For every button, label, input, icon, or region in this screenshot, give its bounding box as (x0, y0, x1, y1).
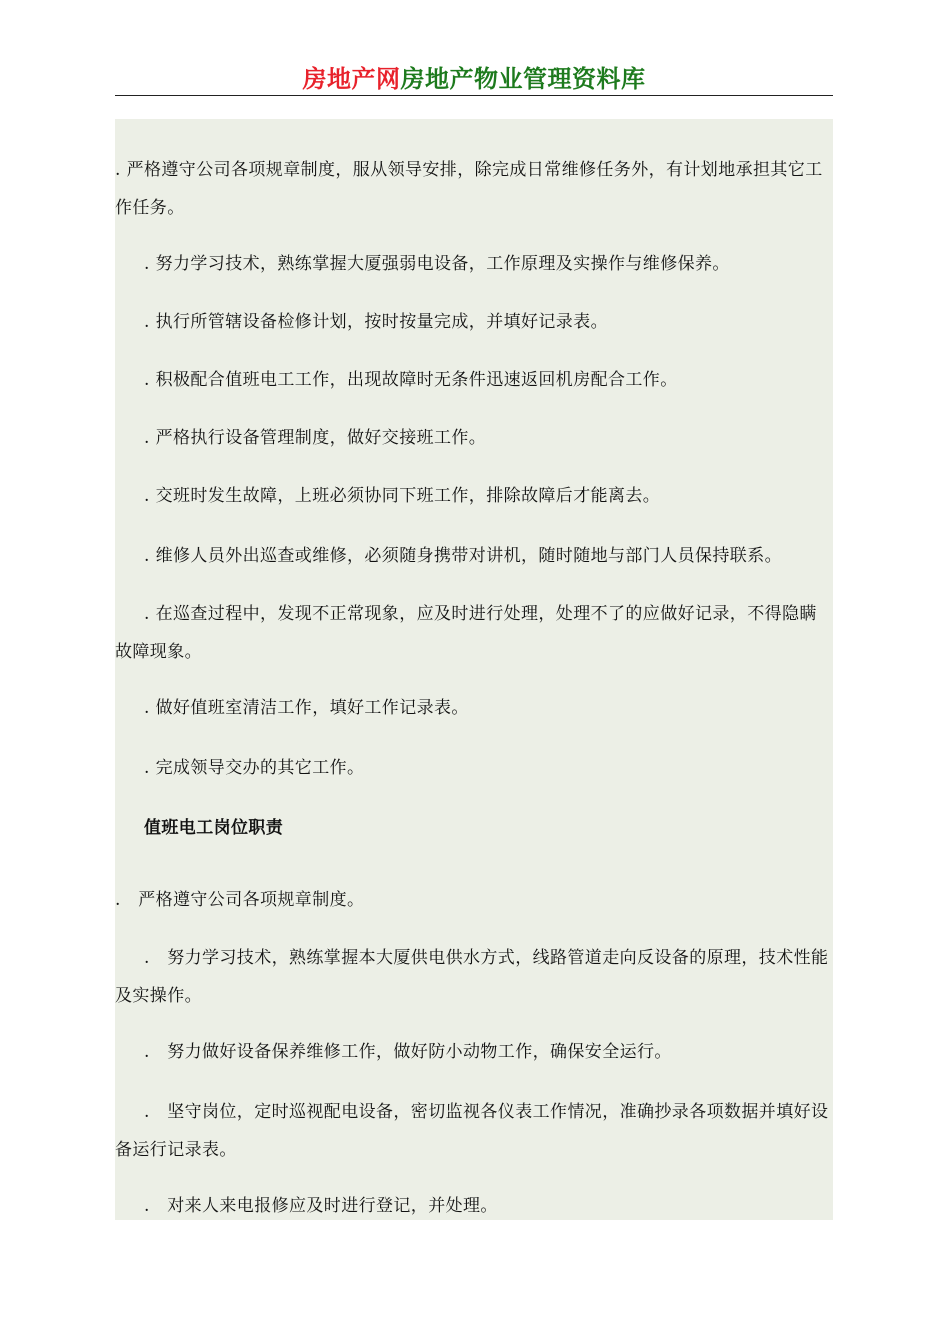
duty-paragraph: . 严格遵守公司各项规章制度，服从领导安排，除完成日常维修任务外，有计划地承担其它工作任务。 (115, 160, 823, 218)
header-rule (115, 95, 833, 96)
duty-paragraph: . 努力学习技术，熟练掌握大厦强弱电设备，工作原理及实操作与维修保养。 (144, 254, 730, 274)
duty-paragraph: . 严格遵守公司各项规章制度。 (115, 890, 365, 910)
duty-paragraph: . 维修人员外出巡查或维修，必须随身携带对讲机，随时随地与部门人员保持联系。 (144, 546, 783, 566)
duty-paragraph: . 对来人来电报修应及时进行登记，并处理。 (144, 1196, 498, 1216)
document-body (115, 119, 833, 1220)
document-header (115, 62, 833, 96)
duty-paragraph: . 执行所管辖设备检修计划，按时按量完成，并填好记录表。 (144, 312, 609, 332)
section-heading: 值班电工岗位职责 (144, 818, 284, 838)
duty-paragraph: . 努力学习技术，熟练掌握本大厦供电供水方式，线路管道走向反设备的原理，技术性能及实操作。 (115, 948, 829, 1006)
duty-paragraph: . 交班时发生故障，上班必须协同下班工作，排除故障后才能离去。 (144, 486, 661, 506)
duty-paragraph: . 完成领导交办的其它工作。 (144, 758, 365, 778)
header-brand-green: 房地产物业管理资料库 (400, 65, 646, 93)
duty-paragraph: . 坚守岗位，定时巡视配电设备，密切监视各仪表工作情况，准确抄录各项数据并填好设备运行记录表。 (115, 1102, 829, 1160)
duty-paragraph: . 积极配合值班电工工作，出现故障时无条件迅速返回机房配合工作。 (144, 370, 678, 390)
duty-paragraph: . 做好值班室清洁工作，填好工作记录表。 (144, 698, 469, 718)
duty-paragraph: . 在巡查过程中，发现不正常现象，应及时进行处理，处理不了的应做好记录，不得隐瞒故障现象。 (115, 604, 817, 662)
duty-paragraph: . 努力做好设备保养维修工作，做好防小动物工作，确保安全运行。 (144, 1042, 672, 1062)
duty-paragraph: . 严格执行设备管理制度，做好交接班工作。 (144, 428, 487, 448)
header-brand-red: 房地产网 (302, 65, 401, 93)
